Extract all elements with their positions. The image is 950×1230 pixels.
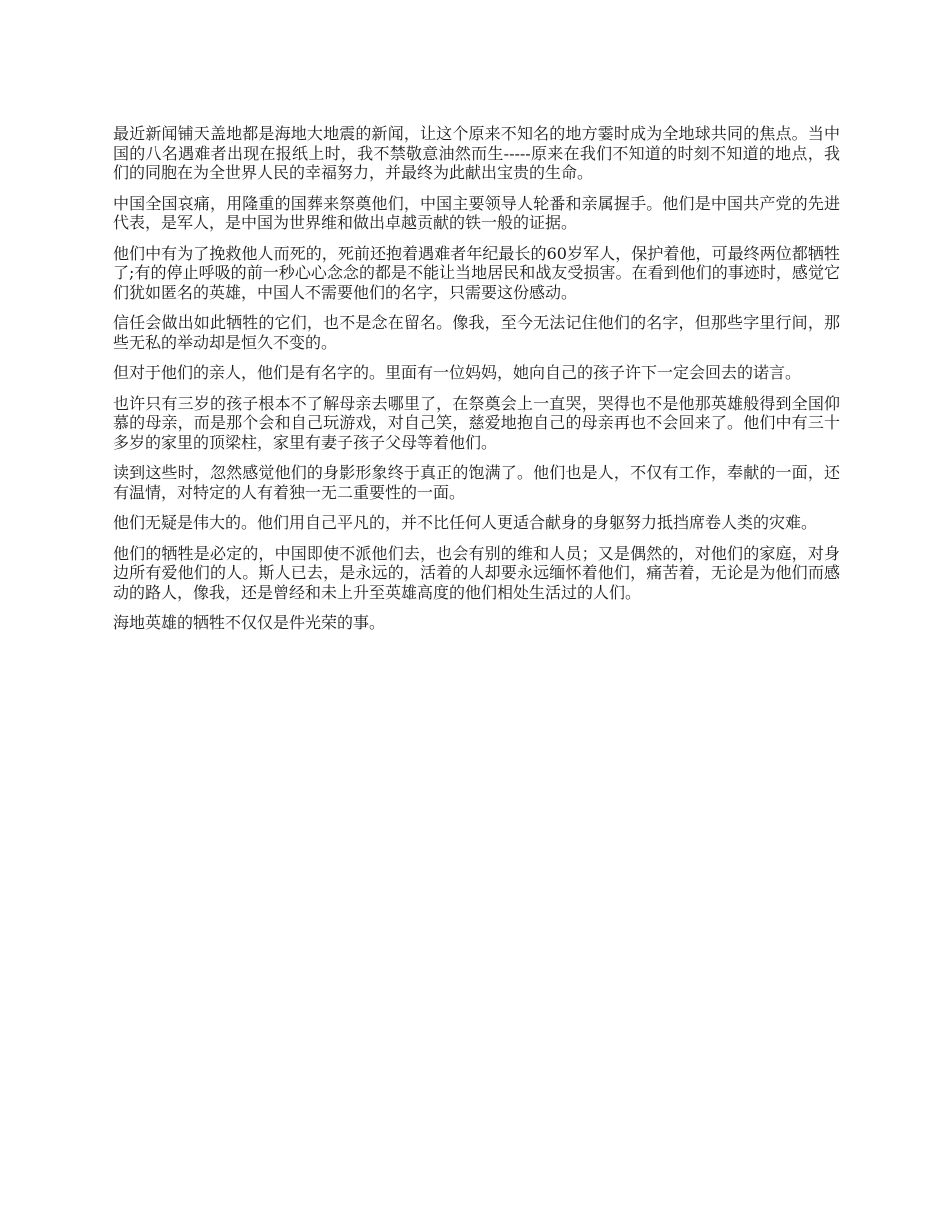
paragraph-5: 但对于他们的亲人，他们是有名字的。里面有一位妈妈，她向自己的孩子许下一定会回去的诺言。 — [113, 363, 802, 382]
paragraph-1: 最近新闻铺天盖地都是海地大地震的新闻，让这个原来不知名的地方霎时成为全地球共同的焦点。当中国的八名遇难者出现在报纸上时，我不禁敬意油然而生-----原来在我们不知道的时刻不知道的地点，我们的同胞在为全世界人民的幸福努力，并最终为此献出宝贵的生命。 — [113, 124, 840, 182]
paragraph-10: 海地英雄的牺牲不仅仅是件光荣的事。 — [113, 613, 386, 632]
paragraph-9: 他们的牺牲是必定的，中国即使不派他们去，也会有别的维和人员；又是偶然的，对他们的家庭，对身边所有爱他们的人。斯人已去，是永远的，活着的人却要永远缅怀着他们，痛苦着，无论是为他们而感动的路人，像我，还是曾经和未上升至英雄高度的他们相处生活过的人们。 — [113, 543, 840, 602]
document-body — [113, 124, 840, 644]
paragraph-7: 读到这些时，忽然感觉他们的身影形象终于真正的饱满了。他们也是人，不仅有工作，奉献的一面，还有温情，对特定的人有着独一无二重要性的一面。 — [113, 463, 840, 502]
paragraph-2: 中国全国哀痛，用隆重的国葬来祭奠他们，中国主要领导人轮番和亲属握手。他们是中国共产党的先进代表，是军人，是中国为世界维和做出卓越贡献的铁一般的证据。 — [113, 193, 840, 232]
paragraph-6: 也许只有三岁的孩子根本不了解母亲去哪里了，在祭奠会上一直哭，哭得也不是他那英雄般得到全国仰慕的母亲，而是那个会和自己玩游戏，对自己笑，慈爱地抱自己的母亲再也不会回来了。他们中有三十多岁的家里的顶梁柱，家里有妻子孩子父母等着他们。 — [113, 393, 840, 452]
paragraph-4: 信任会做出如此牺牲的它们，也不是念在留名。像我，至今无法记住他们的名字，但那些字里行间，那些无私的举动却是恒久不变的。 — [113, 313, 840, 352]
paragraph-3: 他们中有为了挽救他人而死的，死前还抱着遇难者年纪最长的60岁军人，保护着他，可最终两位都牺牲了;有的停止呼吸的前一秒心心念念的都是不能让当地居民和战友受损害。在看到他们的事迹时，感觉它们犹如匿名的英雄，中国人不需要他们的名字，只需要这份感动。 — [113, 243, 840, 302]
paragraph-8: 他们无疑是伟大的。他们用自己平凡的，并不比任何人更适合献身的身躯努力抵挡席卷人类的灾难。 — [113, 513, 818, 532]
